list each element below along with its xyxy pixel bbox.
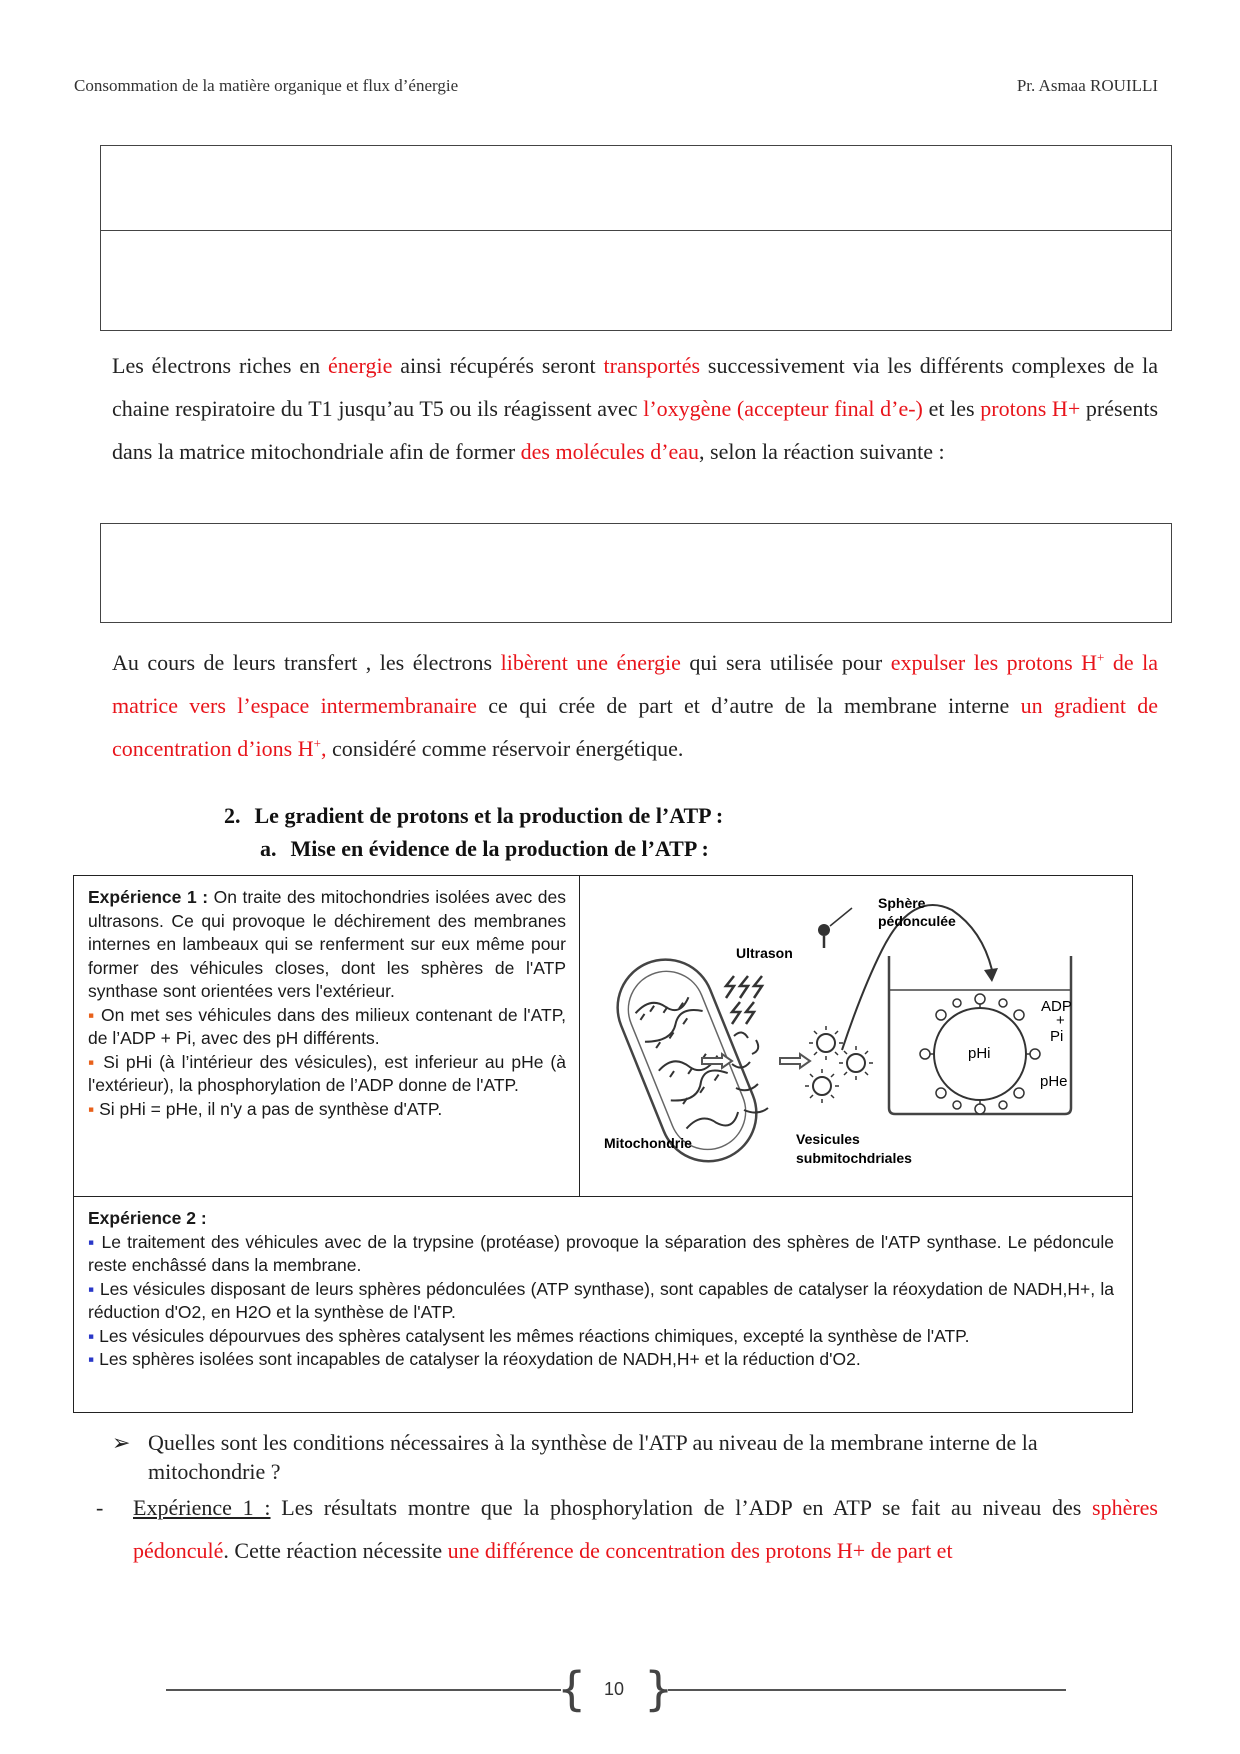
label-sphere-line1: Sphère: [878, 895, 926, 911]
transfer-arrowhead: [984, 968, 998, 982]
table-row-divider: [74, 1196, 1132, 1197]
reaction-box: [100, 523, 1172, 623]
footer-line-left: [166, 1689, 561, 1691]
answer-item: [96, 1486, 1158, 1572]
question-arrow-icon: ➢: [112, 1430, 131, 1455]
answer-box-1: [100, 145, 1172, 331]
label-vesicules-line2: submitochdriales: [796, 1150, 912, 1166]
vesicles: [805, 1026, 873, 1103]
answer-text: Expérience 1 : Les résultats montre que la phosphorylation de l’ADP en ATP se fait au niveau des sphères pédonculé. Cette réaction nécessite une différence de concentration des protons H+ de part et: [133, 1495, 1158, 1563]
question-item: [112, 1428, 1158, 1486]
paragraph-electron-transport: Les électrons riches en énergie ainsi récupérés seront transportés successivement via les différents complexes de la chaine respiratoire du T1 jusqu’au T5 ou ils réagissent avec l’oxygène (accepteur final d’e-) et les protons H+ présents dans la matrice mitochondriale afin de former des molécules d’eau, selon la réaction suivante :: [112, 353, 1159, 464]
running-header-title: Consommation de la matière organique et flux d’énergie: [74, 76, 459, 95]
label-sphere-line2: pédonculée: [878, 913, 956, 929]
label-vesicules-line1: Vesicules: [796, 1131, 860, 1147]
page-number: 10: [603, 1679, 625, 1699]
label-adp: ADP: [1041, 998, 1072, 1015]
section-heading-2: 2. Le gradient de protons et la production de l’ATP :: [224, 803, 724, 828]
footer-right-brace: }: [644, 1662, 674, 1716]
section-heading-a: a. Mise en évidence de la production de l’ATP :: [260, 836, 709, 861]
answer-dash: -: [96, 1495, 104, 1520]
pedunculated-sphere: [818, 924, 830, 936]
experience-2-text: Expérience 2 : ▪ Le traitement des véhicules avec de la trypsine (protéase) provoque la séparation des sphères de l'ATP synthase. Le pédoncule reste enchâssé dans la membrane. ▪ Les vésicules disposant de leurs sphères pédonculées (ATP synthase), sont capables de catalyser la réoxydation de NADH,H+, la réduction d'O2, en H2O et la synthèse de l'ATP. ▪ Les vésicules dépourvues des sphères catalysent les mêmes réactions chimiques, excepté la synthèse de l'ATP. ▪ Les sphères isolées sont incapables de catalyser la réoxydation de NADH,H+ et la réduction d'O2.: [88, 1208, 1114, 1369]
question-text: Quelles sont les conditions nécessaires à la synthèse de l'ATP au niveau de la membrane interne de la mitochondrie ?: [148, 1430, 1038, 1484]
ultrasound-bolts: [726, 976, 762, 1024]
diagram-svg: [584, 878, 1129, 1194]
label-pi: Pi: [1050, 1028, 1064, 1045]
experiments-table: [73, 875, 1133, 1413]
paragraph-proton-gradient: Au cours de leurs transfert , les électrons libèrent une énergie qui sera utilisée pour expulser les protons H+ de la matrice vers l’espace intermembranaire ce qui crée de part et d’autre de la membrane interne un gradient de concentration d’ions H+, considéré comme réservoir énergétique.: [112, 649, 1159, 761]
table-col-divider: [579, 876, 580, 1196]
label-ultrason: Ultrason: [736, 945, 793, 961]
answer-box-divider: [101, 230, 1171, 231]
label-phi: pHi: [968, 1045, 991, 1062]
footer-line-right: [668, 1689, 1066, 1691]
label-mitochondrie: Mitochondrie: [604, 1135, 692, 1151]
experience-1-text: Expérience 1 : On traite des mitochondries isolées avec des ultrasons. Ce qui provoque le déchirement des membranes internes en lambeaux qui se renferment sur eux même pour former des véhicules closes, dont les sphères de l'ATP synthase sont orientées vers l'extérieur. ▪ On met ses véhicules dans des milieux contenant de l'ATP, de l’ADP + Pi, avec des pH différents. ▪ Si pHi (à l’intérieur des vésicules), est inferieur au pHe (à l'extérieur), la phosphorylation de l’ADP donne de l'ATP. ▪ Si pHi = pHe, il n'y a pas de synthèse d'ATP.: [88, 887, 567, 1119]
atp-synthesis-diagram: [584, 878, 1129, 1194]
running-header-author: Pr. Asmaa ROUILLI: [1016, 76, 1158, 95]
label-plus: +: [1056, 1012, 1065, 1029]
footer-left-brace: {: [557, 1662, 587, 1716]
label-phe: pHe: [1040, 1073, 1068, 1090]
